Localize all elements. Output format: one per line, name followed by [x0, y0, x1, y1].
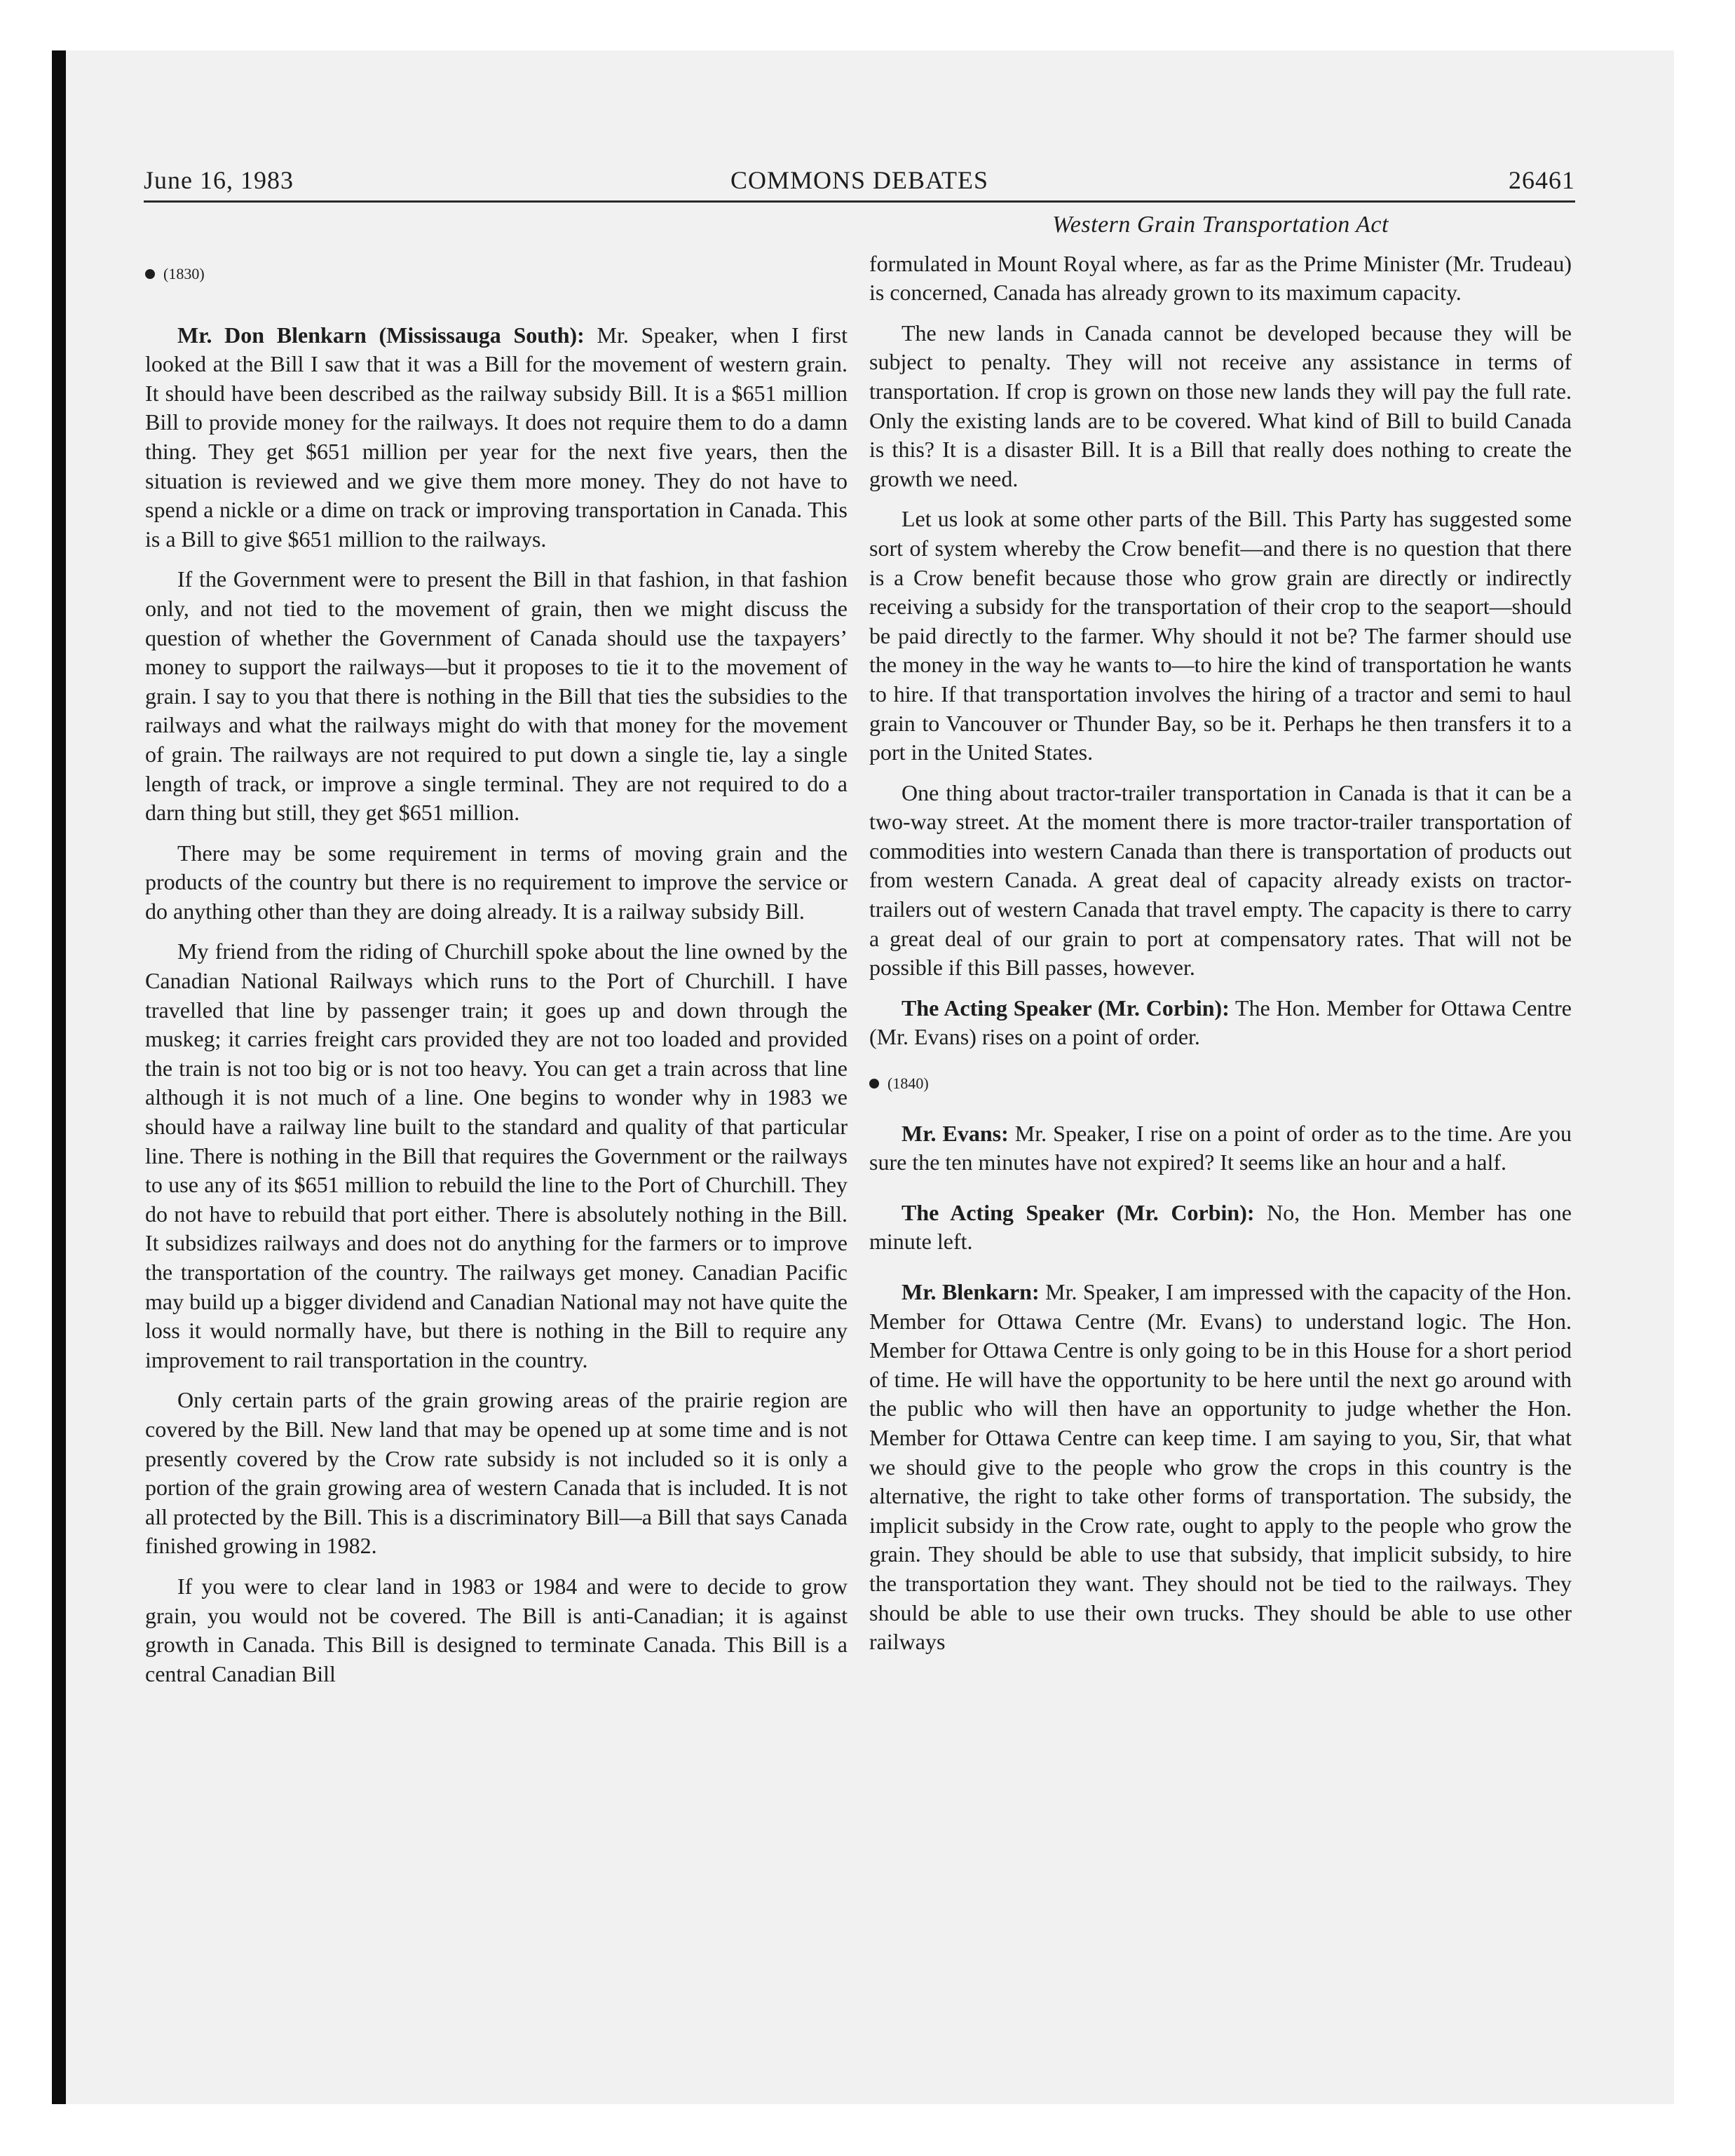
bullet-icon — [869, 1079, 879, 1089]
right-column — [869, 210, 1572, 1668]
time-label: (1830) — [163, 265, 205, 282]
running-title: Western Grain Transportation Act — [1052, 212, 1389, 238]
speech-text: Mr. Speaker, when I first looked at the Bill I saw that it was a Bill for the movement of western grain. It should have been described as the railway subsidy Bill. It is a $651 million Bill to provide money for the railways. It does not require them to do a damn thing. They get $651 million per year for the next five years, then the situation is reviewed and we give them more money. They do not have to spend a nickle or a dime on track or improving transportation in Canada. This is a Bill to give $651 million to the railways. — [145, 322, 848, 552]
paragraph — [145, 321, 848, 554]
paragraph: If the Government were to present the Bill in that fashion, in that fashion only, and not tied to the movement of grain, then we might discuss the question of whether the Government of Canada should use the taxpayers’ money to support the railways—but it proposes to tie it to the movement of grain. I say to you that there is nothing in the Bill that ties the subsidies to the railways and what the railways might do with that money for the movement of grain. The railways are not required to put down a single tie, lay a single length of track, or improve a single terminal. They are not required to do a darn thing but still, they get $651 million. — [145, 566, 848, 826]
paragraph: Let us look at some other parts of the Bill. This Party has suggested some sort of system whereby the Crow benefit—and there is no question that there is a Crow benefit because those who grow grain are directly or indirectly receiving a subsidy for the transportation of their crop to the seaport—should be paid directly to the farmer. Why should it not be? The farmer should use the money in the way he wants to—to hire the kind of transportation he wants to hire. If that transportation involves the hiring of a tractor and semi to haul grain to Vancouver or Thunder Bay, so be it. Perhaps he then transfers it to a port in the United States. — [869, 506, 1572, 765]
time-marker — [145, 259, 848, 289]
speech-text: Mr. Speaker, I rise on a point of order as to the time. Are you sure the ten minutes have not expired? It seems like an hour and a half. — [869, 1120, 1572, 1175]
page-header — [144, 161, 1575, 203]
paragraph — [869, 1199, 1572, 1257]
speaker-name: Mr. Blenkarn: — [901, 1279, 1040, 1304]
paragraph — [869, 1278, 1572, 1657]
header-date: June 16, 1983 — [144, 166, 294, 194]
paragraph: Only certain parts of the grain growing areas of the prairie region are covered by the Bill. New land that may be opened up at some time and is not presently covered by the Crow rate subsidy is not included so it is only a portion of the grain growing area of western Canada that is included. It is not all protected by the Bill. This is a discriminatory Bill—a Bill that says Canada finished growing in 1982. — [145, 1387, 848, 1559]
speech-text: The Hon. Member for Ottawa Centre (Mr. Evans) rises on a point of order. — [869, 995, 1572, 1050]
header-page-number: 26461 — [1509, 166, 1575, 194]
paragraph: There may be some requirement in terms of moving grain and the products of the country but there is no requirement to improve the service or do anything other than they are doing already. It is a railway subsidy Bill. — [145, 840, 848, 924]
time-label: (1840) — [887, 1074, 929, 1093]
paragraph: The new lands in Canada cannot be developed because they will be subject to penalty. They will not receive any assistance in terms of transportation. If crop is grown on those new lands they will pay the full rate. Only the existing lands are to be covered. What kind of Bill to build Canada is this? It is a disaster Bill. It is a Bill that really does nothing to create the growth we need. — [869, 320, 1572, 491]
scan-border — [52, 50, 66, 2104]
paragraph — [869, 994, 1572, 1052]
paragraph — [869, 1119, 1572, 1178]
paragraph: If you were to clear land in 1983 or 1984 and were to decide to grow grain, you would not be covered. The Bill is anti-Canadian; it is against growth in Canada. This Bill is designed to terminate Canada. This Bill is a central Canadian Bill — [145, 1573, 848, 1686]
header-publication: COMMONS DEBATES — [730, 166, 989, 194]
bullet-icon — [145, 269, 155, 279]
time-marker — [869, 1069, 1572, 1098]
speech-text: Mr. Speaker, I am impressed with the capacity of the Hon. Member for Ottawa Centre (Mr. Evans) to understand logic. The Hon. Member for Ottawa Centre is only going to be in this House for a short period of time. He will have the opportunity to be here until the next go around with the public who will then have an opportunity to judge whether the Hon. Member for Ottawa Centre can keep time. I am saying to you, Sir, that what we should give to the people who grow the crops in this country is the alternative, the right to take other forms of transportation. The subsidy, the implicit subsidy in the Crow rate, ought to apply to the people who grow the grain. They should be able to use that subsidy, that implicit subsidy, to hire the transportation they want. They should not be tied to the railways. They should be able to use their own trucks. They should be able to use other railways — [869, 1279, 1572, 1655]
left-column — [145, 259, 848, 1700]
speech-text: No, the Hon. Member has one minute left. — [869, 1199, 1572, 1255]
paragraph: One thing about tractor-trailer transportation in Canada is that it can be a two-way street. At the moment there is more tractor-trailer transportation of commodities into western Canada than there is transportation of products out from western Canada. A great deal of capacity already exists on tractor-trailers out of western Canada that travel empty. The capacity is there to carry a great deal of our grain to port at compensatory rates. That will not be possible if this Bill passes, however. — [869, 779, 1572, 981]
paragraph: My friend from the riding of Churchill spoke about the line owned by the Canadian National Railways which runs to the Port of Churchill. I have travelled that line by passenger train; it goes up and down through the muskeg; it carries freight cars provided they are not too loaded and provided the train is not too big or is not too heavy. You can get a train across that line although it is not much of a line. One begins to wonder why in 1983 we should have a railway line built to the standard and quality of that particular line. There is nothing in the Bill that requires the Government or the railways to use any of its $651 million to rebuild the line to the Port of Churchill. They do not have to rebuild that port either. There is absolutely nothing in the Bill. It subsidizes railways and does not do anything for the farmers or to improve the transportation of the country. The railways get money. Canadian Pacific may build up a bigger dividend and Canadian National may not have quite the loss it would normally have, but there is nothing in the Bill to require any improvement to rail transportation in the country. — [145, 939, 848, 1372]
speaker-name: Mr. Don Blenkarn (Mississauga South): — [177, 322, 585, 348]
speaker-name: The Acting Speaker (Mr. Corbin): — [901, 1199, 1255, 1225]
speaker-name: Mr. Evans: — [901, 1120, 1009, 1146]
paragraph: formulated in Mount Royal where, as far as the Prime Minister (Mr. Trudeau) is concerned, Canada has already grown to its maximum capacity. — [869, 250, 1572, 306]
speaker-name: The Acting Speaker (Mr. Corbin): — [901, 995, 1230, 1021]
